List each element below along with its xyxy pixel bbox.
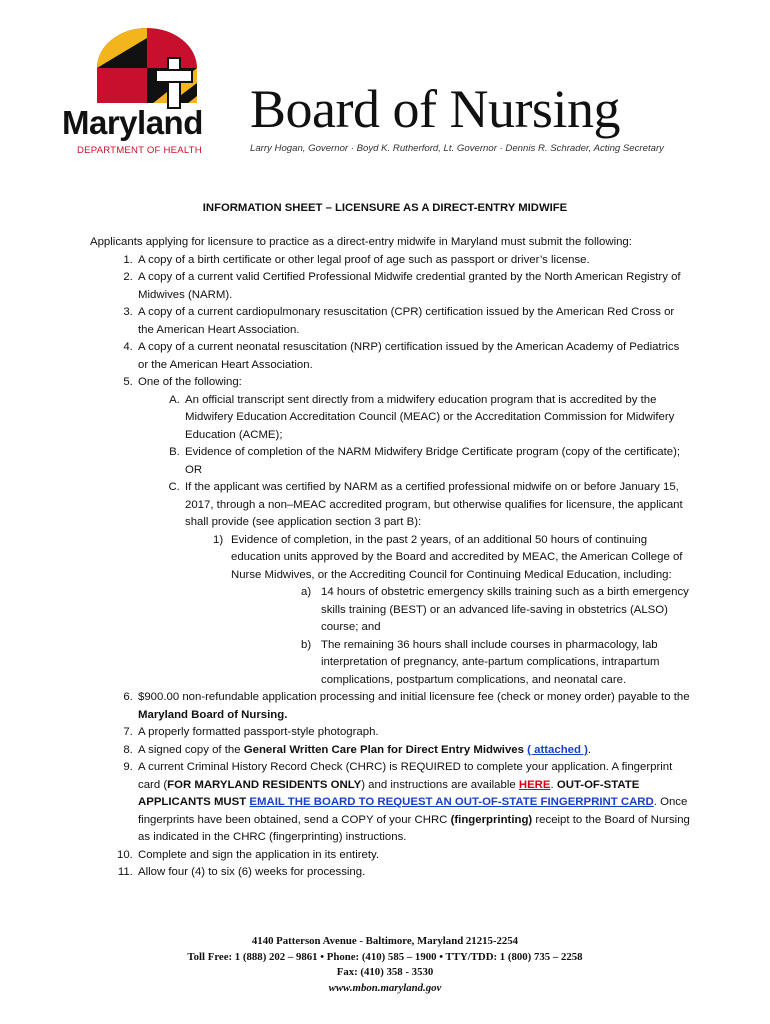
nested-list-item: a) 14 hours of obstetric emergency skills training such as a birth emergency skills training (BEST) or an advanced life-saving in obstetrics (ALSO) course; and bbox=[301, 586, 689, 633]
fingerprint-here-link[interactable]: HERE bbox=[518, 778, 551, 791]
list-item: 4. A copy of a current neonatal resuscitation (NRP) certification issued by the American Academy of Pediatrics or the American Heart Association. bbox=[136, 339, 690, 374]
list-item: 9. A current Criminal History Record Check (CHRC) is REQUIRED to complete your application. A fingerprint card (FOR MARYLAND RESIDENTS ONLY) and instructions are available HERE. OUT-OF-STATE APPLICANTS MUST EMAIL THE BOARD TO REQUEST AN OUT-OF-STATE FINGERPRINT CARD. Once fingerprints have been obtained, send a COPY of your CHRC (fingerprinting) receipt to the Board of Nursing as indicated in the CHRC (fingerprinting) instructions. bbox=[136, 759, 690, 847]
list-item: 2. A copy of a current valid Certified Professional Midwife credential granted by the North American Registry of Midwives (NARM). bbox=[136, 269, 690, 304]
board-title: Board of Nursing bbox=[250, 79, 620, 139]
list-item: 1. A copy of a birth certificate or other legal proof of age such as passport or driver’s license. bbox=[136, 252, 690, 270]
list-item: 7. A properly formatted passport-style photograph. bbox=[136, 724, 690, 742]
maryland-wordmark: Maryland bbox=[62, 104, 203, 141]
sub-list-item: B. Evidence of completion of the NARM Midwifery Bridge Certificate program (copy of the certificate); OR bbox=[183, 444, 690, 479]
officials-line: Larry Hogan, Governor · Boyd K. Rutherford, Lt. Governor · Dennis R. Schrader, Acting Secretary bbox=[250, 143, 664, 154]
care-plan-attached-link[interactable]: ( attached ) bbox=[527, 743, 588, 756]
requirements-list bbox=[90, 252, 690, 882]
sub-list-item: C. If the applicant was certified by NARM as a certified professional midwife on or before January 15, 2017, through a non–MEAC accredited program, but otherwise qualifies for licensure, the applicant shall provide (see application section 3 part B): 1) Evidence of completion, in the past 2 years, of an additional 50 hours of continuing education units approved by the Board and accredited by MEAC, the American College of Nurse Midwives, or the Accrediting Council for Continuing Medical Education, including: a) 14 hours of obstetric emergency skills training such as a birth emergency skills training (BEST) or an advanced life-saving in obstetrics (ALSO) course; and b) The remaining 36 hours shall include courses in pharmacology, lab interpretation of pregnancy, ante-partum complications, intrapartum complications, postpartum complications, and neonatal care. bbox=[183, 479, 690, 689]
list-item: 6. $900.00 non-refundable application processing and initial licensure fee (check or money order) payable to the Maryland Board of Nursing. bbox=[136, 689, 690, 724]
list-item: 10. Complete and sign the application in its entirety. bbox=[136, 847, 690, 865]
footer-phones: Toll Free: 1 (888) 202 – 9861 • Phone: (410) 585 – 1900 • TTY/TDD: 1 (800) 735 – 2258 bbox=[187, 950, 583, 963]
sub-list-item: A. An official transcript sent directly from a midwifery education program that is accredited by the Midwifery Education Accreditation Council (MEAC) or the Accreditation Commission for Midwifery Education (ACME); bbox=[183, 392, 690, 445]
nested-list-item: b) The remaining 36 hours shall include courses in pharmacology, lab interpretation of pregnancy, ante-partum complications, intrapartum complications, postpartum complications, and neonatal care. bbox=[301, 638, 660, 686]
sub-list bbox=[138, 392, 690, 690]
list-item: 11. Allow four (4) to six (6) weeks for processing. bbox=[136, 864, 690, 882]
email-board-link[interactable]: EMAIL THE BOARD TO REQUEST AN OUT-OF-STATE FINGERPRINT CARD bbox=[249, 796, 654, 808]
document-body bbox=[90, 234, 690, 882]
footer bbox=[0, 934, 770, 996]
nested-list bbox=[231, 584, 690, 689]
list-item: 5. One of the following: A. An official transcript sent directly from a midwifery education program that is accredited by the Midwifery Education Accreditation Council (MEAC) or the Accreditation Commission for Midwifery Education (ACME); B. Evidence of completion of the NARM Midwifery Bridge Certificate program (copy of the certificate); OR C. If the applicant was certified by NARM as a certified professional midwife on or before January 15, 2017, through a non–MEAC accredited program, but otherwise qualifies for licensure, the applicant shall provide (see application section 3 part B): 1) Evidence of completion, in the past 2 years, of an additional 50 hours of continuing education units approved by the Board and accredited by MEAC, the American College of Nurse Midwives, or the Accrediting Council for Continuing Medical Education, including: a) 14 hours of obstetric emergency skills training such as a birth emergency skills training (BEST) or an advanced life-saving in obstetrics (ALSO) course; and b) The remaining 36 hours shall include courses in pharmacology, lab interpretation of pregnancy, ante-partum complications, intrapartum complications, postpartum complications, and neonatal care. bbox=[136, 374, 690, 689]
intro-paragraph: Applicants applying for licensure to practice as a direct-entry midwife in Maryland must submit the following: bbox=[90, 236, 632, 248]
document-title: INFORMATION SHEET – LICENSURE AS A DIRECT-ENTRY MIDWIFE bbox=[202, 202, 568, 214]
sub-sub-list bbox=[185, 532, 690, 690]
footer-address: 4140 Patterson Avenue - Baltimore, Maryland 21215-2254 bbox=[251, 935, 519, 947]
list-item: 8. A signed copy of the General Written Care Plan for Direct Entry Midwives ( attached ). bbox=[136, 742, 690, 760]
footer-website-link[interactable]: www.mbon.maryland.gov bbox=[328, 981, 442, 994]
list-item: 3. A copy of a current cardiopulmonary resuscitation (CPR) certification issued by the American Red Cross or the American Heart Association. bbox=[136, 304, 690, 339]
sub-sub-list-item: 1) Evidence of completion, in the past 2 years, of an additional 50 hours of continuing education units approved by the Board and accredited by MEAC, the American College of Nurse Midwives, or the Accrediting Council for Continuing Medical Education, including: a) 14 hours of obstetric emergency skills training such as a birth emergency skills training (BEST) or an advanced life-saving in obstetrics (ALSO) course; and b) The remaining 36 hours shall include courses in pharmacology, lab interpretation of pregnancy, ante-partum complications, intrapartum complications, postpartum complications, and neonatal care. bbox=[231, 532, 690, 690]
footer-fax: Fax: (410) 358 - 3530 bbox=[336, 966, 434, 978]
department-of-health-label: DEPARTMENT OF HEALTH bbox=[77, 145, 202, 156]
